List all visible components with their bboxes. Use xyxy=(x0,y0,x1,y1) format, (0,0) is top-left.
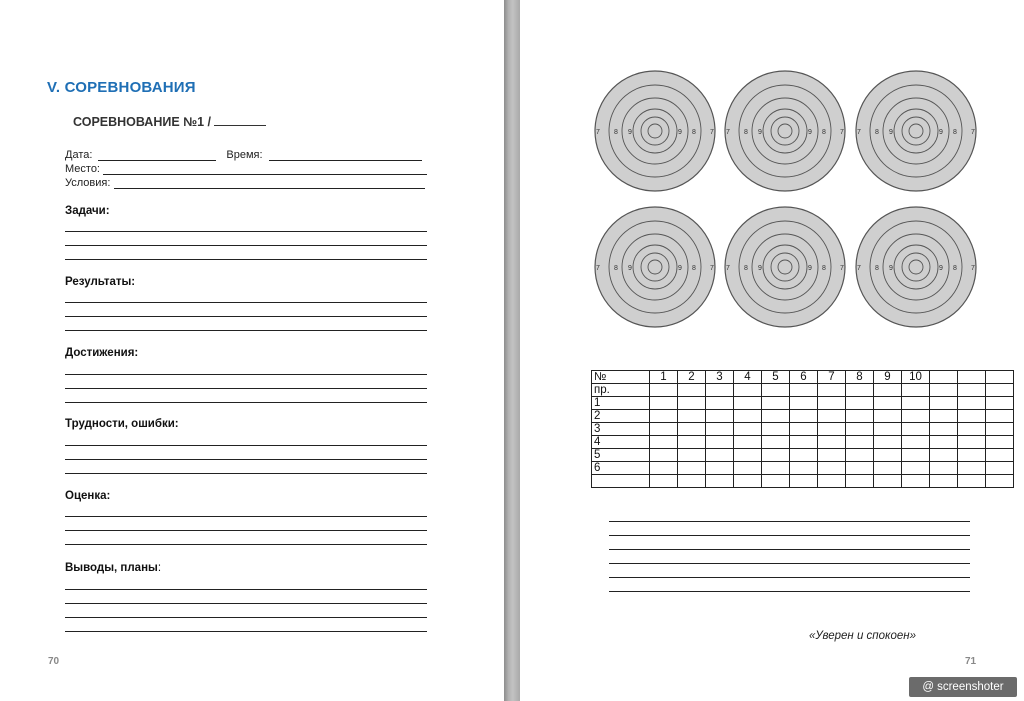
table-row xyxy=(592,384,1014,397)
table-cell[interactable] xyxy=(846,436,874,449)
section-title: V. СОРЕВНОВАНИЯ xyxy=(47,79,196,96)
table-cell[interactable] xyxy=(818,397,846,410)
ring-label: 9 xyxy=(889,265,893,272)
ring-label: 7 xyxy=(840,129,844,136)
table-cell[interactable] xyxy=(902,423,930,436)
shooting-target xyxy=(595,207,715,327)
table-header-cell: 1 xyxy=(650,371,678,384)
ring-label: 9 xyxy=(758,265,762,272)
block-title-results: Результаты: xyxy=(65,276,136,288)
ring-label: 9 xyxy=(889,129,893,136)
table-row xyxy=(592,423,1014,436)
table-cell[interactable] xyxy=(846,410,874,423)
table-cell[interactable] xyxy=(986,397,1014,410)
table-cell[interactable] xyxy=(734,475,762,488)
table-cell[interactable] xyxy=(790,423,818,436)
table-cell[interactable] xyxy=(846,423,874,436)
table-cell[interactable] xyxy=(902,449,930,462)
ring-label: 7 xyxy=(971,265,975,272)
target-ring xyxy=(856,71,976,191)
table-cell[interactable] xyxy=(818,449,846,462)
table-cell[interactable] xyxy=(818,423,846,436)
table-cell[interactable] xyxy=(958,423,986,436)
table-cell[interactable] xyxy=(762,410,790,423)
time-label: Время: xyxy=(226,149,263,161)
table-header-row xyxy=(592,371,1014,384)
ring-label: 9 xyxy=(758,129,762,136)
table-cell[interactable] xyxy=(846,462,874,475)
table-cell[interactable] xyxy=(678,423,706,436)
table-header-cell: 2 xyxy=(678,371,706,384)
table-cell[interactable] xyxy=(678,436,706,449)
table-cell[interactable] xyxy=(958,410,986,423)
table-cell[interactable] xyxy=(592,475,650,488)
shooting-target xyxy=(725,71,845,191)
ring-label: 8 xyxy=(614,265,618,272)
table-cell[interactable] xyxy=(762,462,790,475)
table-cell[interactable] xyxy=(958,384,986,397)
ring-label: 7 xyxy=(596,129,600,136)
table-cell[interactable] xyxy=(706,423,734,436)
table-cell[interactable] xyxy=(958,397,986,410)
table-cell[interactable] xyxy=(902,475,930,488)
table-cell[interactable] xyxy=(706,436,734,449)
table-cell[interactable] xyxy=(790,462,818,475)
table-cell[interactable] xyxy=(734,397,762,410)
table-cell[interactable] xyxy=(986,410,1014,423)
table-cell[interactable] xyxy=(762,384,790,397)
table-header-cell: 3 xyxy=(706,371,734,384)
table-cell[interactable] xyxy=(790,397,818,410)
table-cell[interactable] xyxy=(958,475,986,488)
table-header-cell xyxy=(986,371,1014,384)
write-line[interactable] xyxy=(609,521,970,522)
table-header-cell: 6 xyxy=(790,371,818,384)
ring-label: 9 xyxy=(678,129,682,136)
ring-label: 9 xyxy=(939,265,943,272)
target-ring xyxy=(595,207,715,327)
ring-label: 9 xyxy=(678,265,682,272)
table-cell[interactable] xyxy=(874,462,902,475)
table-cell[interactable] xyxy=(874,436,902,449)
table-cell[interactable] xyxy=(930,397,958,410)
ring-label: 7 xyxy=(596,265,600,272)
table-cell[interactable] xyxy=(650,397,678,410)
table-cell[interactable] xyxy=(818,436,846,449)
table-cell[interactable] xyxy=(734,436,762,449)
table-cell[interactable] xyxy=(986,436,1014,449)
table-cell[interactable] xyxy=(790,449,818,462)
table-cell[interactable] xyxy=(734,384,762,397)
table-cell[interactable] xyxy=(874,410,902,423)
table-cell[interactable] xyxy=(790,384,818,397)
table-cell[interactable] xyxy=(650,449,678,462)
target-ring xyxy=(725,71,845,191)
table-cell[interactable] xyxy=(734,462,762,475)
shooting-target xyxy=(856,71,976,191)
table-cell[interactable] xyxy=(930,475,958,488)
table-cell[interactable] xyxy=(762,449,790,462)
table-cell[interactable] xyxy=(846,475,874,488)
ring-label: 7 xyxy=(726,265,730,272)
table-cell[interactable] xyxy=(874,397,902,410)
ring-label: 7 xyxy=(840,265,844,272)
table-header-cell xyxy=(958,371,986,384)
table-cell[interactable] xyxy=(734,449,762,462)
table-cell[interactable] xyxy=(706,410,734,423)
table-cell[interactable] xyxy=(902,410,930,423)
table-header-cell: № xyxy=(592,371,650,384)
table-cell[interactable] xyxy=(874,449,902,462)
block-title-tasks: Задачи: xyxy=(65,205,110,217)
table-cell[interactable] xyxy=(650,384,678,397)
shooting-target xyxy=(856,207,976,327)
table-header-cell: 4 xyxy=(734,371,762,384)
table-cell[interactable] xyxy=(986,449,1014,462)
table-cell[interactable] xyxy=(986,475,1014,488)
date-label: Дата: xyxy=(65,149,93,161)
block-title-conclusions: Выводы, планы: xyxy=(65,562,162,574)
table-cell[interactable] xyxy=(930,423,958,436)
write-line[interactable] xyxy=(609,549,970,550)
table-header-cell: 7 xyxy=(818,371,846,384)
table-cell[interactable] xyxy=(706,397,734,410)
table-cell[interactable] xyxy=(930,384,958,397)
table-cell[interactable] xyxy=(706,449,734,462)
ring-label: 8 xyxy=(822,129,826,136)
table-row xyxy=(592,462,1014,475)
ring-label: 7 xyxy=(857,129,861,136)
table-cell[interactable] xyxy=(678,462,706,475)
ring-label: 7 xyxy=(971,129,975,136)
block-title-achievements: Достижения: xyxy=(65,347,139,359)
write-line[interactable] xyxy=(609,591,970,592)
table-cell[interactable] xyxy=(818,462,846,475)
ring-label: 9 xyxy=(628,129,632,136)
screenshoter-watermark xyxy=(909,677,1017,697)
table-cell[interactable]: 6 xyxy=(592,462,650,475)
table-cell[interactable] xyxy=(930,449,958,462)
table-cell[interactable]: пр. xyxy=(592,384,650,397)
table-row xyxy=(592,475,1014,488)
table-cell[interactable] xyxy=(986,462,1014,475)
ring-label: 8 xyxy=(744,265,748,272)
at-icon: @ xyxy=(922,681,935,693)
table-cell[interactable] xyxy=(650,462,678,475)
conditions-label: Условия: xyxy=(65,177,111,189)
table-header-cell: 5 xyxy=(762,371,790,384)
table-cell[interactable] xyxy=(706,384,734,397)
shooting-target xyxy=(725,207,845,327)
table-cell[interactable]: 5 xyxy=(592,449,650,462)
score-table xyxy=(591,370,1014,488)
table-cell[interactable] xyxy=(762,475,790,488)
table-header-cell xyxy=(930,371,958,384)
competition-title-text: СОРЕВНОВАНИЕ №1 / xyxy=(73,115,211,129)
table-header-cell: 9 xyxy=(874,371,902,384)
page-number-right: 71 xyxy=(965,656,977,667)
table-cell[interactable] xyxy=(650,423,678,436)
target-ring xyxy=(595,71,715,191)
ring-label: 9 xyxy=(808,129,812,136)
table-cell[interactable] xyxy=(846,397,874,410)
ring-label: 8 xyxy=(692,129,696,136)
table-cell[interactable] xyxy=(650,410,678,423)
table-cell[interactable] xyxy=(790,475,818,488)
table-cell[interactable] xyxy=(678,449,706,462)
ring-label: 8 xyxy=(875,129,879,136)
ring-label: 8 xyxy=(875,265,879,272)
table-cell[interactable] xyxy=(818,475,846,488)
ring-label: 7 xyxy=(710,129,714,136)
table-cell[interactable] xyxy=(958,462,986,475)
ring-label: 7 xyxy=(710,265,714,272)
table-cell[interactable] xyxy=(986,423,1014,436)
ring-label: 9 xyxy=(808,265,812,272)
table-cell[interactable] xyxy=(818,384,846,397)
block-title-evaluation: Оценка: xyxy=(65,490,111,502)
table-cell[interactable] xyxy=(734,410,762,423)
table-cell[interactable]: 3 xyxy=(592,423,650,436)
table-cell[interactable] xyxy=(902,397,930,410)
table-cell[interactable] xyxy=(678,410,706,423)
table-cell[interactable]: 4 xyxy=(592,436,650,449)
ring-label: 8 xyxy=(953,265,957,272)
ring-label: 7 xyxy=(857,265,861,272)
ring-label: 8 xyxy=(953,129,957,136)
table-cell[interactable] xyxy=(846,449,874,462)
write-line[interactable] xyxy=(609,563,970,564)
table-cell[interactable] xyxy=(958,436,986,449)
table-cell[interactable] xyxy=(846,384,874,397)
table-cell[interactable]: 2 xyxy=(592,410,650,423)
table-cell[interactable] xyxy=(874,475,902,488)
table-cell[interactable] xyxy=(706,475,734,488)
table-cell[interactable] xyxy=(650,475,678,488)
table-cell[interactable] xyxy=(818,410,846,423)
table-cell[interactable] xyxy=(762,423,790,436)
ring-label: 7 xyxy=(726,129,730,136)
block-title-difficulties: Трудности, ошибки: xyxy=(65,418,179,430)
table-cell[interactable] xyxy=(762,436,790,449)
table-cell[interactable] xyxy=(734,423,762,436)
table-cell[interactable] xyxy=(678,384,706,397)
table-row xyxy=(592,449,1014,462)
ring-label: 9 xyxy=(628,265,632,272)
table-cell[interactable] xyxy=(986,384,1014,397)
table-cell[interactable] xyxy=(790,410,818,423)
table-header-cell: 8 xyxy=(846,371,874,384)
table-cell[interactable] xyxy=(874,423,902,436)
table-cell[interactable] xyxy=(930,436,958,449)
table-row xyxy=(592,436,1014,449)
page-number-left: 70 xyxy=(48,656,60,667)
table-cell[interactable] xyxy=(790,436,818,449)
table-cell[interactable] xyxy=(678,397,706,410)
watermark-text: screenshoter xyxy=(937,681,1004,693)
table-cell[interactable] xyxy=(678,475,706,488)
ring-label: 8 xyxy=(614,129,618,136)
table-cell[interactable] xyxy=(902,462,930,475)
motto: «Уверен и спокоен» xyxy=(809,630,916,642)
ring-label: 8 xyxy=(744,129,748,136)
table-cell[interactable] xyxy=(874,384,902,397)
table-row xyxy=(592,397,1014,410)
write-line[interactable] xyxy=(609,577,970,578)
table-row xyxy=(592,410,1014,423)
place-label: Место: xyxy=(65,163,100,175)
target-ring xyxy=(725,207,845,327)
table-cell[interactable] xyxy=(930,410,958,423)
target-ring xyxy=(856,207,976,327)
table-cell[interactable] xyxy=(958,449,986,462)
table-header-cell: 10 xyxy=(902,371,930,384)
table-cell[interactable]: 1 xyxy=(592,397,650,410)
ring-label: 9 xyxy=(939,129,943,136)
table-cell[interactable] xyxy=(902,436,930,449)
table-cell[interactable] xyxy=(706,462,734,475)
shooting-target xyxy=(595,71,715,191)
write-line[interactable] xyxy=(609,535,970,536)
ring-label: 8 xyxy=(822,265,826,272)
table-cell[interactable] xyxy=(902,384,930,397)
table-cell[interactable] xyxy=(650,436,678,449)
ring-label: 8 xyxy=(692,265,696,272)
table-cell[interactable] xyxy=(930,462,958,475)
table-cell[interactable] xyxy=(762,397,790,410)
